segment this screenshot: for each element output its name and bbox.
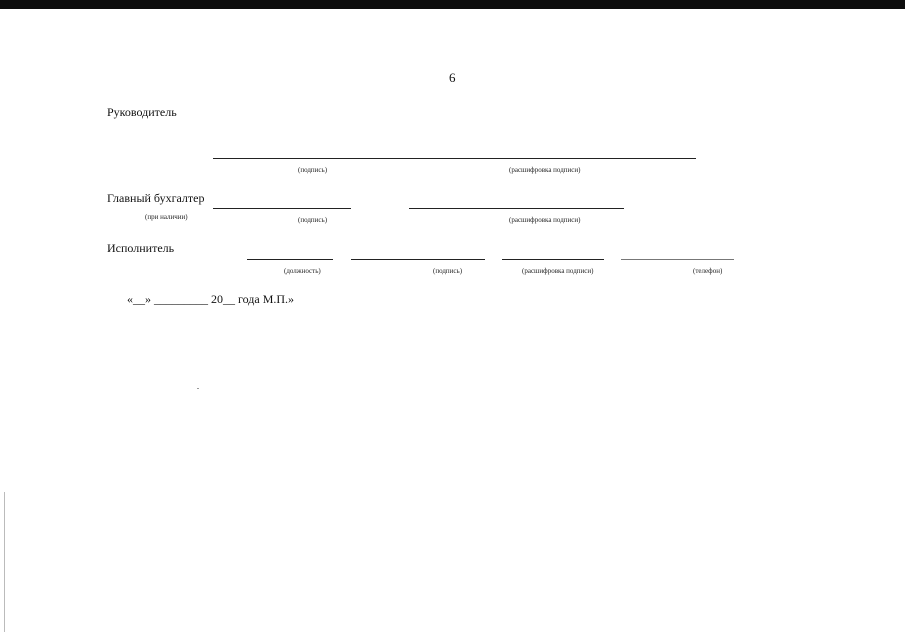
executor-decoding-line[interactable] (502, 259, 604, 260)
executor-position-line[interactable] (247, 259, 333, 260)
scan-speck (197, 388, 199, 389)
head-decoding-caption: (расшифровка подписи) (509, 166, 581, 174)
scan-top-border (0, 0, 905, 9)
head-signature-caption: (подпись) (298, 166, 328, 174)
executor-signature-caption: (подпись) (433, 267, 463, 275)
page-number: 6 (449, 70, 456, 85)
chief-accountant-signature-line[interactable] (213, 208, 351, 209)
executor-position-caption: (должность) (284, 267, 321, 275)
chief-accountant-label: Главный бухгалтер (107, 191, 205, 205)
date-stamp-line: «__» _________ 20__ года М.П.» (127, 292, 295, 306)
chief-accountant-signature-caption: (подпись) (298, 216, 328, 224)
head-label: Руководитель (107, 105, 177, 119)
chief-accountant-decoding-caption: (расшифровка подписи) (509, 216, 581, 224)
chief-accountant-decoding-line[interactable] (409, 208, 624, 209)
executor-decoding-caption: (расшифровка подписи) (522, 267, 594, 275)
executor-phone-line[interactable] (621, 259, 734, 260)
executor-phone-caption: (телефон) (693, 267, 723, 275)
scan-margin-edge (4, 492, 5, 632)
head-signature-line[interactable] (213, 158, 696, 159)
executor-label: Исполнитель (107, 241, 175, 255)
chief-accountant-if-any-caption: (при наличии) (145, 213, 188, 221)
executor-signature-line[interactable] (351, 259, 485, 260)
